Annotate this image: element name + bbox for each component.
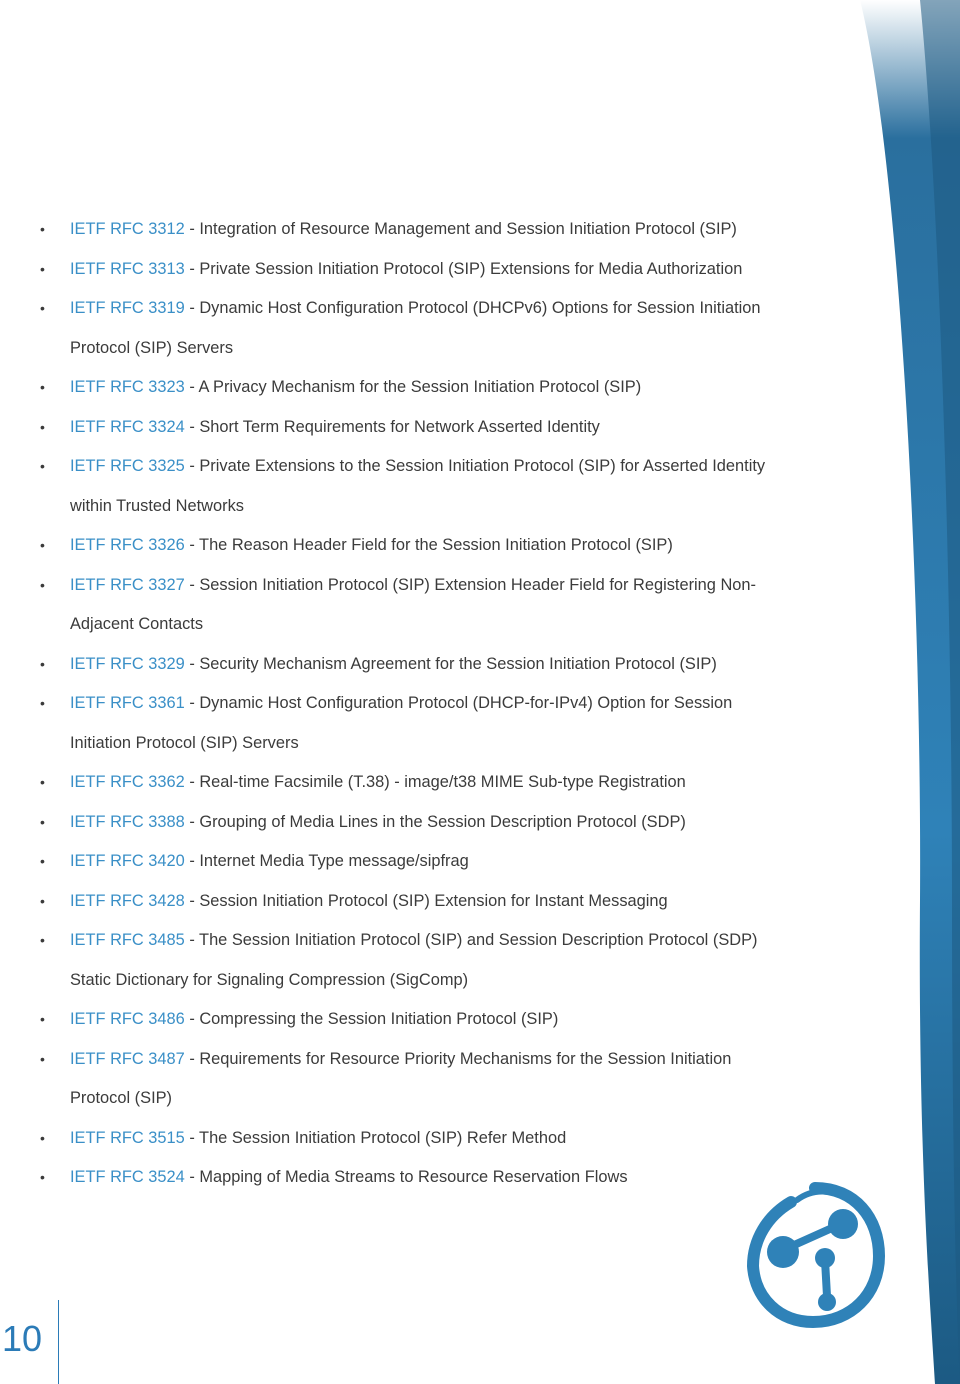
rfc-identifier: IETF RFC 3388 (70, 812, 185, 831)
rfc-identifier: IETF RFC 3428 (70, 891, 185, 910)
list-item (0, 368, 830, 408)
page-number: 10 (2, 1318, 43, 1359)
rfc-description: - Dynamic Host Configuration Protocol (DHCP-for-IPv4) Option for Session Initiation Protocol (SIP) Servers (70, 694, 733, 752)
rfc-description: - Mapping of Media Streams to Resource Reservation Flows (184, 1168, 628, 1186)
rfc-identifier: IETF RFC 3329 (70, 654, 185, 673)
list-item (0, 763, 830, 803)
list-item (0, 803, 830, 843)
rfc-description: - Compressing the Session Initiation Protocol (SIP) (184, 1010, 559, 1028)
rfc-identifier: IETF RFC 3323 (70, 378, 185, 396)
list-item (0, 882, 830, 922)
rfc-identifier: IETF RFC 3486 (70, 1010, 185, 1028)
rfc-identifier: IETF RFC 3324 (70, 417, 185, 436)
rfc-description: - Short Term Requirements for Network Asserted Identity (184, 417, 600, 436)
list-item (0, 289, 830, 368)
sidebar-background (860, 0, 960, 1384)
rfc-description: - Private Session Initiation Protocol (SIP) Extensions for Media Authorization (184, 259, 743, 278)
rfc-identifier: IETF RFC 3420 (70, 852, 185, 870)
list-item (0, 684, 830, 763)
rfc-identifier: IETF RFC 3515 (70, 1128, 185, 1147)
network-nodes-logo-icon (745, 1180, 885, 1330)
rfc-description: - The Session Initiation Protocol (SIP) and Session Description Protocol (SDP) Static Dictionary for Signaling Compression (SigComp) (70, 931, 758, 989)
rfc-description: - Internet Media Type message/sipfrag (184, 852, 469, 870)
list-item (0, 645, 830, 685)
rfc-description: - The Session Initiation Protocol (SIP) Refer Method (184, 1128, 567, 1147)
rfc-description: - Private Extensions to the Session Initiation Protocol (SIP) for Asserted Identity within Trusted Networks (70, 457, 766, 515)
rfc-identifier: IETF RFC 3312 (70, 220, 185, 238)
rfc-description: - A Privacy Mechanism for the Session Initiation Protocol (SIP) (184, 378, 642, 396)
rfc-description: - The Reason Header Field for the Session Initiation Protocol (SIP) (184, 536, 673, 554)
rfc-description: - Requirements for Resource Priority Mechanisms for the Session Initiation Protocol (SIP) (70, 1049, 732, 1107)
rfc-description: - Dynamic Host Configuration Protocol (DHCPv6) Options for Session Initiation Protocol (SIP) Servers (70, 299, 761, 357)
rfc-description: - Security Mechanism Agreement for the Session Initiation Protocol (SIP) (184, 654, 717, 673)
rfc-identifier: IETF RFC 3361 (70, 694, 185, 712)
rfc-description: - Grouping of Media Lines in the Session Description Protocol (SDP) (184, 812, 686, 831)
rfc-description: - Session Initiation Protocol (SIP) Extension for Instant Messaging (184, 891, 668, 910)
sidebar-band (860, 0, 960, 1384)
rfc-identifier: IETF RFC 3524 (70, 1168, 185, 1186)
rfc-identifier: IETF RFC 3326 (70, 536, 185, 554)
list-item (0, 250, 830, 290)
list-item (0, 1158, 830, 1198)
list-item (0, 842, 830, 882)
list-item (0, 526, 830, 566)
sidebar-title: Πρότυπα Διεπαφών (894, 720, 915, 904)
list-item (0, 1040, 830, 1119)
rfc-list-container (0, 210, 830, 1198)
rfc-list (0, 210, 830, 1198)
list-item (0, 210, 830, 250)
rfc-identifier: IETF RFC 3313 (70, 259, 185, 278)
rfc-description: - Session Initiation Protocol (SIP) Extension Header Field for Registering Non-Adjacent Contacts (70, 575, 756, 633)
list-item (0, 447, 830, 526)
list-item (0, 566, 830, 645)
rfc-identifier: IETF RFC 3485 (70, 931, 185, 949)
rfc-identifier: IETF RFC 3319 (70, 299, 185, 317)
list-item (0, 1119, 830, 1159)
rfc-identifier: IETF RFC 3325 (70, 457, 185, 475)
rfc-description: - Integration of Resource Management and Session Initiation Protocol (SIP) (184, 220, 737, 238)
list-item (0, 408, 830, 448)
list-item (0, 921, 830, 1000)
rfc-identifier: IETF RFC 3327 (70, 575, 185, 594)
page-number-divider (58, 1300, 59, 1384)
list-item (0, 1000, 830, 1040)
rfc-description: - Real-time Facsimile (T.38) - image/t38 MIME Sub-type Registration (184, 773, 686, 791)
rfc-identifier: IETF RFC 3362 (70, 773, 185, 791)
rfc-identifier: IETF RFC 3487 (70, 1049, 185, 1068)
